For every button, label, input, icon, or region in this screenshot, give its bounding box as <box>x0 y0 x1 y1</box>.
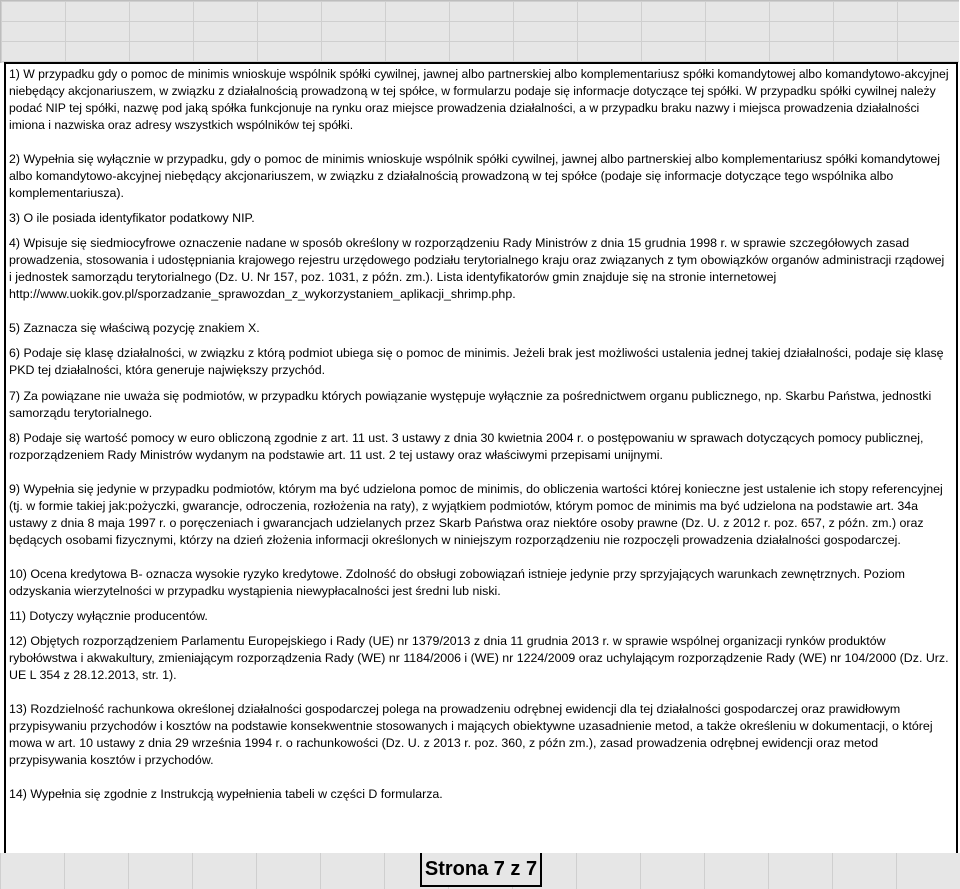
footnote-14: 14) Wypełnia się zgodnie z Instrukcją wypełnienia tabeli w części D formularza. <box>9 787 443 801</box>
footnote-13: 13) Rozdzielność rachunkowa określonej działalności gospodarczej polega na prowadzeniu odrębnej ewidencji dla tej działalności gospodarczej oraz prawidłowym przypisywaniu przychodów i kosztów na podstawie konsekwentnie stosowanych i mających obiektywne uzasadnienie metod, a także określeniu w dokumentacji, o której mowa w art. 10 ustawy z dnia 29 września 1994 r. o rachunkowości (Dz. U. z 2013 r. poz. 360, z późn zm.), zasad prowadzenia odrębnej ewidencji oraz metod przypisywania kosztów i przychodów. <box>9 702 933 767</box>
footnote-6: 6) Podaje się klasę działalności, w związku z którą podmiot ubiega się o pomoc de minimis. Jeżeli brak jest możliwości ustalenia jednej takiej działalności, podaje się klasę PKD tej działalności, która generuje największy przychód. <box>9 346 944 377</box>
footnote-3: 3) O ile posiada identyfikator podatkowy NIP. <box>9 211 255 225</box>
footnote-5: 5) Zaznacza się właściwą pozycję znakiem X. <box>9 321 260 335</box>
footnote-10: 10) Ocena kredytowa B- oznacza wysokie ryzyko kredytowe. Zdolność do obsługi zobowiązań istnieje jedynie przy sprzyjających warunkach zewnętrznych. Poziom odzyskania wierzytelności w przypadku wystąpienia niewypłacalności jest średni lub niski. <box>9 567 905 598</box>
footnote-1: 1) W przypadku gdy o pomoc de minimis wnioskuje wspólnik spółki cywilnej, jawnej albo partnerskiej albo komplementariusz spółki komandytowej albo komandytowo-akcyjnej niebędący akcjonariuszem, w związku z działalnością prowadzoną w tej spółce, w formularzu podaje się informacje dotyczące tej spółki. W przypadku spółki cywilnej należy podać NIP tej spółki, nazwę pod jaką spółka funkcjonuje na rynku oraz miejsce prowadzenia działalności, a w przypadku braku nazwy i miejsca prowadzenia działalności imiona i nazwiska oraz adresy wszystkich wspólników tej spółki. <box>9 67 949 132</box>
footnote-8: 8) Podaje się wartość pomocy w euro obliczoną zgodnie z art. 11 ust. 3 ustawy z dnia 30 kwietnia 2004 r. o postępowaniu w sprawach dotyczących pomocy publicznej, rozporządzeniem Rady Ministrów wydanym na podstawie art. 11 ust. 2 tej ustawy oraz właściwymi przepisami unijnymi. <box>9 431 924 462</box>
footnote-4: 4) Wpisuje się siedmiocyfrowe oznaczenie nadane w sposób określony w rozporządzeniu Rady Ministrów z dnia 15 grudnia 1998 r. w sprawie szczegółowych zasad prowadzenia, stosowania i udostępniania krajowego rejestru urzędowego podziału terytorialnego kraju oraz związanych z tym obowiązków organów administracji rządowej i jednostek samorządu terytorialnego (Dz. U. Nr 157, poz. 1031, z późn. zm.). Lista identyfikatorów gmin znajduje się na stronie internetowej http://www.uokik.gov.pl/sporzadzanie_sprawozdan_z_wykorzystaniem_aplikacji_shrimp.php. <box>9 236 945 301</box>
spreadsheet-grid-header <box>0 0 959 63</box>
footnote-7: 7) Za powiązane nie uważa się podmiotów, w przypadku których powiązanie występuje wyłącznie za pośrednictwem organu publicznego, np. Skarbu Państwa, jednostki samorządu terytorialnego. <box>9 389 932 420</box>
footnote-2: 2) Wypełnia się wyłącznie w przypadku, gdy o pomoc de minimis wnioskuje wspólnik spółki cywilnej, jawnej albo partnerskiej albo komplementariusz spółki komandytowej albo komandytowo-akcyjnej niebędący akcjonariuszem, w związku z działalnością prowadzoną w tej spółce (podaje się informacje dotyczące tego wspólnika albo komplementariusza). <box>9 152 940 200</box>
page-number: Strona 7 z 7 <box>420 853 542 887</box>
footnotes-box <box>4 62 958 855</box>
footnote-11: 11) Dotyczy wyłącznie producentów. <box>9 609 208 623</box>
footnote-9: 9) Wypełnia się jedynie w przypadku podmiotów, którym ma być udzielona pomoc de minimis, do obliczenia wartości której konieczne jest ustalenie ich stopy referencyjnej (tj. w formie takiej jak:pożyczki, gwarancje, odroczenia, rozłożenia na raty), z wyjątkiem podmiotów, którym pomoc de minimis ma być udzielona na podstawie art. 34a ustawy z dnia 8 maja 1997 r. o poręczeniach i gwarancjach udzielanych przez Skarb Państwa oraz niektóre osoby prawne (Dz. U. z 2012 r. poz. 657, z późn. zm.) oraz będących osobami fizycznymi, którzy na dzień złożenia informacji określonych w niniejszym rozporządzeniu nie rozpoczęli prowadzenia działalności gospodarczej. <box>9 482 943 547</box>
footnotes-list <box>9 66 950 803</box>
footnote-12: 12) Objętych rozporządzeniem Parlamentu Europejskiego i Rady (UE) nr 1379/2013 z dnia 11 grudnia 2013 r. w sprawie wspólnej organizacji rynków produktów rybołówstwa i akwakultury, zmieniającym rozporządzenia Rady (WE) nr 1184/2006 i (WE) nr 1224/2009 oraz uchylającym rozporządzenie Rady (WE) nr 104/2000 (Dz. Urz. UE L 354 z 28.12.2013, str. 1). <box>9 634 949 682</box>
